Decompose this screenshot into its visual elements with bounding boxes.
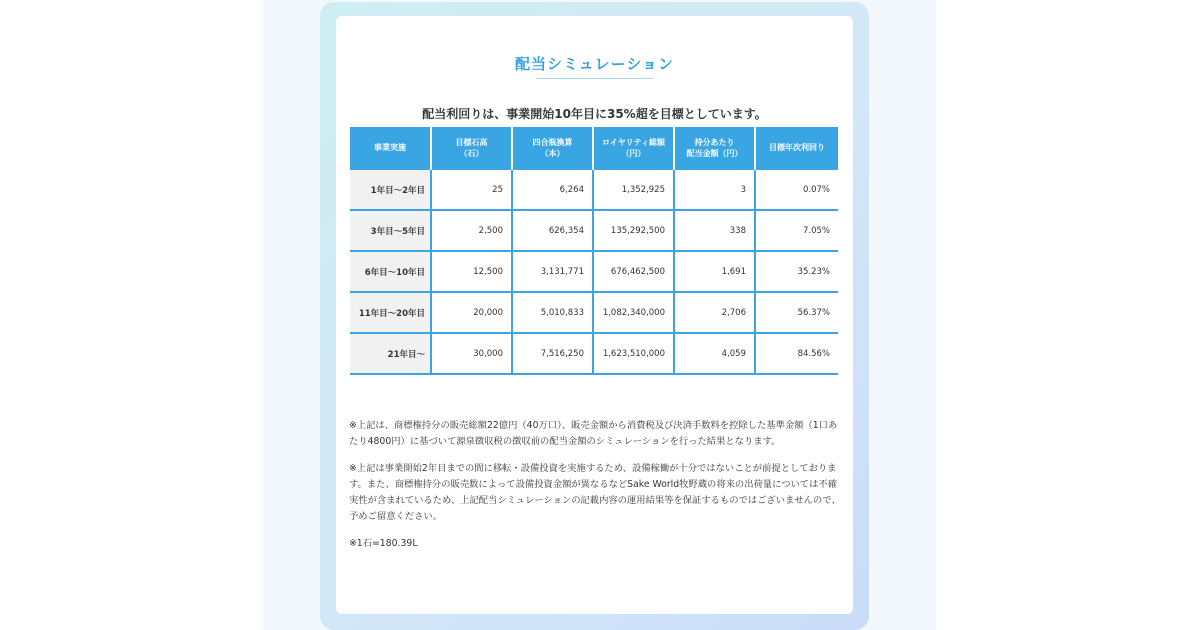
cell-dividend: 338 xyxy=(674,210,755,251)
cell-bottles: 5,010,833 xyxy=(512,292,593,333)
header-dividend-per-share: 持分あたり 配当金額（円） xyxy=(674,127,755,170)
header-business-period: 事業実施 xyxy=(350,127,431,170)
title-underline xyxy=(536,78,653,79)
subtitle: 配当利回りは、事業開始10年目に35%超を目標としています。 xyxy=(422,107,767,121)
header-bottle-equivalent: 四合瓶換算 （本） xyxy=(512,127,593,170)
cell-yield: 35.23% xyxy=(755,251,838,292)
table-row xyxy=(350,333,838,374)
row-label: 1年目〜2年目 xyxy=(350,170,431,210)
header-target-koku: 目標石高 （石） xyxy=(431,127,512,170)
cell-bottles: 626,354 xyxy=(512,210,593,251)
row-label: 21年目〜 xyxy=(350,333,431,374)
cell-royalty: 1,623,510,000 xyxy=(593,333,674,374)
dividend-simulation-table xyxy=(350,127,838,375)
page-title: 配当シミュレーション xyxy=(514,55,675,73)
table-row xyxy=(350,292,838,333)
cell-bottles: 6,264 xyxy=(512,170,593,210)
cell-dividend: 1,691 xyxy=(674,251,755,292)
row-label: 11年目〜20年目 xyxy=(350,292,431,333)
row-label: 6年目〜10年目 xyxy=(350,251,431,292)
cell-dividend: 3 xyxy=(674,170,755,210)
cell-royalty: 676,462,500 xyxy=(593,251,674,292)
cell-koku: 30,000 xyxy=(431,333,512,374)
cell-koku: 20,000 xyxy=(431,292,512,333)
simulation-card xyxy=(336,16,853,614)
cell-koku: 12,500 xyxy=(431,251,512,292)
notes-section xyxy=(349,418,841,563)
cell-yield: 56.37% xyxy=(755,292,838,333)
cell-bottles: 7,516,250 xyxy=(512,333,593,374)
cell-dividend: 4,059 xyxy=(674,333,755,374)
cell-royalty: 1,352,925 xyxy=(593,170,674,210)
cell-royalty: 135,292,500 xyxy=(593,210,674,251)
cell-royalty: 1,082,340,000 xyxy=(593,292,674,333)
note-unit-conversion: ※1石=180.39L xyxy=(349,538,418,549)
cell-koku: 25 xyxy=(431,170,512,210)
cell-yield: 0.07% xyxy=(755,170,838,210)
cell-koku: 2,500 xyxy=(431,210,512,251)
table-row xyxy=(350,210,838,251)
cell-bottles: 3,131,771 xyxy=(512,251,593,292)
header-royalty-total: ロイヤリティ総額 （円） xyxy=(593,127,674,170)
note-uncertainty: ※上記は事業開始2年目までの間に移転・設備投資を実施するため、設備稼働が十分ではないことが前提としております。また、商標権持分の販売数によって設備投資金額が異なるなどSake World牧野蔵の将来の出荷量については不確実性が含まれているため、上記配当シミュレーションの記載内容の運用結果等を保証するものではございませんので、予めご留意ください。 xyxy=(349,463,841,522)
note-sales-basis: ※上記は、商標権持分の販売総額22億円（40万口）、販売金額から消費税及び決済手数料を控除した基準金額（1口あたり4800円）に基づいて源泉徴収税の徴収前の配当金額のシミュレーションを行った結果となります。 xyxy=(349,420,838,447)
table-row xyxy=(350,170,838,210)
table-row xyxy=(350,251,838,292)
cell-dividend: 2,706 xyxy=(674,292,755,333)
cell-yield: 84.56% xyxy=(755,333,838,374)
table-header-row xyxy=(350,127,838,170)
cell-yield: 7.05% xyxy=(755,210,838,251)
header-target-annual-yield: 目標年次利回り xyxy=(755,127,838,170)
row-label: 3年目〜5年目 xyxy=(350,210,431,251)
